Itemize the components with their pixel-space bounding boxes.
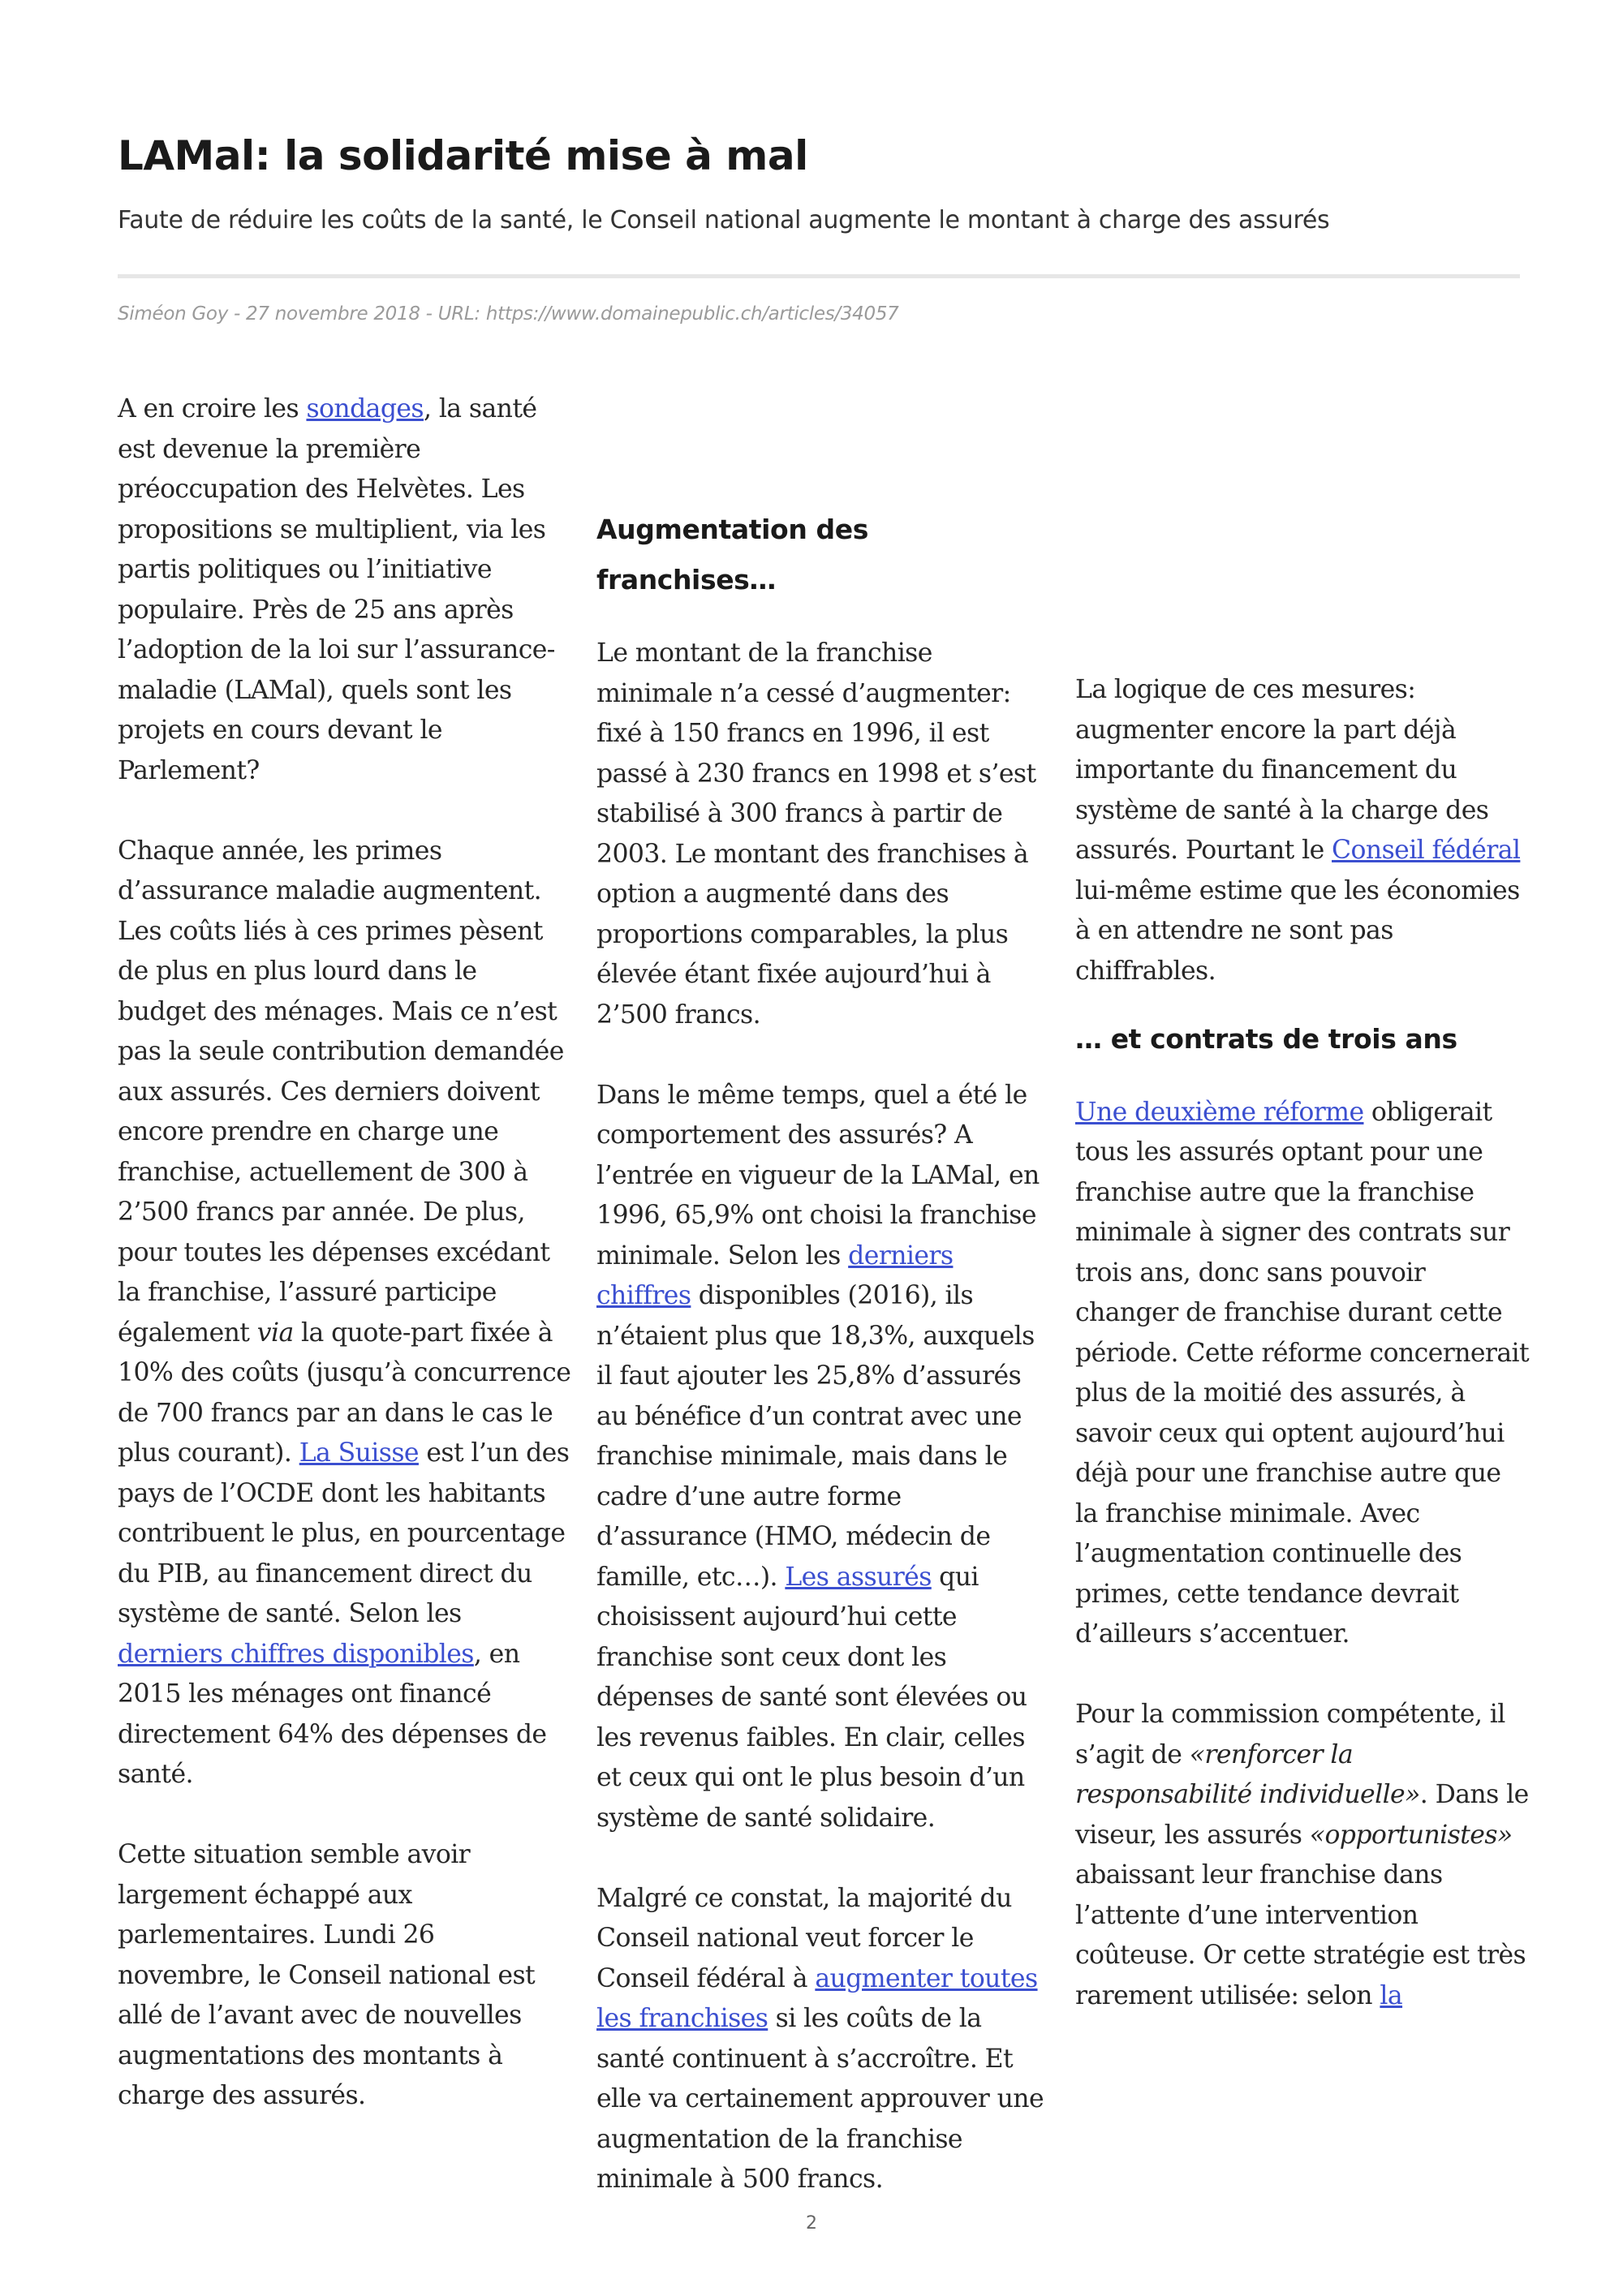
heading-augmentation-franchises: Augmentation des franchises… — [596, 514, 868, 595]
page-number: 2 — [806, 2213, 817, 2234]
heading-contrats-trois-ans: … et contrats de trois ans — [1075, 1022, 1457, 1055]
link-derniers-chiffres-disponibles[interactable]: derniers chiffres disponibles — [118, 1639, 474, 1669]
link-la-suisse[interactable]: La Suisse — [299, 1438, 419, 1468]
article-meta: Siméon Goy - 27 novembre 2018 - URL: https://www.domainepublic.ch/articles/34057 — [118, 303, 899, 325]
paragraph-9: Pour la commission compétente, il s’agit de «renforcer la responsabilité individuelle». Dans le viseur, les assurés «opportunistes» abaissant leur franchise dans l’attente d’une intervention coûteuse. Or cette stratégie est très rarement utilisée: selon la — [1075, 1700, 1529, 2010]
link-sondages[interactable]: sondages — [306, 394, 424, 424]
link-les-assures[interactable]: Les assurés — [785, 1562, 932, 1592]
article-subtitle: Faute de réduire les coûts de la santé, le Conseil national augmente le montant à charge des assurés — [118, 206, 1330, 234]
paragraph-2: Chaque année, les primes d’assurance maladie augmentent. Les coûts liés à ces primes pèsent de plus en plus lourd dans le budget des ménages. Mais ce n’est pas la seule contribution demandée aux assurés. Ces derniers doivent encore prendre en charge une franchise, actuellement de 300 à 2’500 francs par année. De plus, pour toutes les dépenses excédant la franchise, l’assuré participe également via la quote-part fixée à 10% des coûts (jusqu’à concurrence de 700 francs par an dans le cas le plus courant). La Suisse est l’un des pays de l’OCDE dont les habitants contribuent le plus, en pourcentage du PIB, au financement direct du système de santé. Selon les derniers chiffres disponibles, en 2015 les ménages ont financé directement 64% des dépenses de santé. — [118, 836, 571, 1789]
column-2 — [596, 389, 1051, 2240]
link-augmenter-toutes-les-franchises[interactable]: augmenter toutes les franchises — [596, 1963, 1038, 2033]
column-1 — [118, 389, 572, 2156]
link-une-deuxieme-reforme[interactable]: Une deuxième réforme — [1075, 1097, 1364, 1127]
paragraph-3: Cette situation semble avoir largement échappé aux parlementaires. Lundi 26 novembre, le Conseil national est allé de l’avant avec de nouvelles augmentations des montants à charge des assurés. — [118, 1840, 536, 2110]
link-derniers-chiffres[interactable]: derniers chiffres — [596, 1240, 954, 1310]
paragraph-1: A en croire les sondages, la santé est devenue la première préoccupation des Helvètes. Les propositions se multiplient, via les partis politiques ou l’initiative populaire. Près de 25 ans après l’adoption de la loi sur l’assurance-maladie (LAMal), quels sont les projets en cours devant le Parlement? — [118, 394, 555, 785]
paragraph-8: Une deuxième réforme obligerait tous les assurés optant pour une franchise autre que la franchise minimale à signer des contrats sur trois ans, donc sans pouvoir changer de franchise durant cette période. Cette réforme concernerait plus de la moitié des assurés, à savoir ceux qui optent aujourd’hui déjà pour une franchise autre que la franchise minimale. Avec l’augmentation continuelle des primes, cette tendance devrait d’ailleurs s’accentuer. — [1075, 1097, 1530, 1649]
column-3 — [1075, 670, 1530, 2057]
article-title: LAMal: la solidarité mise à mal — [118, 132, 808, 179]
header-divider — [118, 274, 1520, 278]
paragraph-6: Malgré ce constat, la majorité du Conseil national veut forcer le Conseil fédéral à augmenter toutes les franchises si les coûts de la santé continuent à s’accroître. Et elle va certainement approuver une augmentation de la franchise minimale à 500 francs. — [596, 1883, 1044, 2194]
paragraph-4: Le montant de la franchise minimale n’a cessé d’augmenter: fixé à 150 francs en 1996, il est passé à 230 francs en 1998 et s’est stabilisé à 300 francs à partir de 2003. Le montant des franchises à option a augmenté dans des proportions comparables, la plus élevée étant fixée aujourd’hui à 2’500 francs. — [596, 638, 1036, 1030]
paragraph-7: La logique de ces mesures: augmenter encore la part déjà importante du financement du système de santé à la charge des assurés. Pourtant le Conseil fédéral lui-même estime que les économies à en attendre ne sont pas chiffrables. — [1075, 675, 1521, 986]
link-la[interactable]: la — [1380, 1980, 1403, 2010]
link-conseil-federal[interactable]: Conseil fédéral — [1332, 836, 1521, 865]
paragraph-5: Dans le même temps, quel a été le comportement des assurés? A l’entrée en vigueur de la LAMal, en 1996, 65,9% ont choisi la franchise minimale. Selon les derniers chiffres disponibles (2016), ils n’étaient plus que 18,3%, auxquels il faut ajouter les 25,8% d’assurés au bénéfice d’un contrat avec une franchise minimale, mais dans le cadre d’une autre forme d’assurance (HMO, médecin de famille, etc…). Les assurés qui choisissent aujourd’hui cette franchise sont ceux dont les dépenses de santé sont élevées ou les revenus faibles. En clair, celles et ceux qui ont le plus besoin d’un système de santé solidaire. — [596, 1080, 1040, 1833]
